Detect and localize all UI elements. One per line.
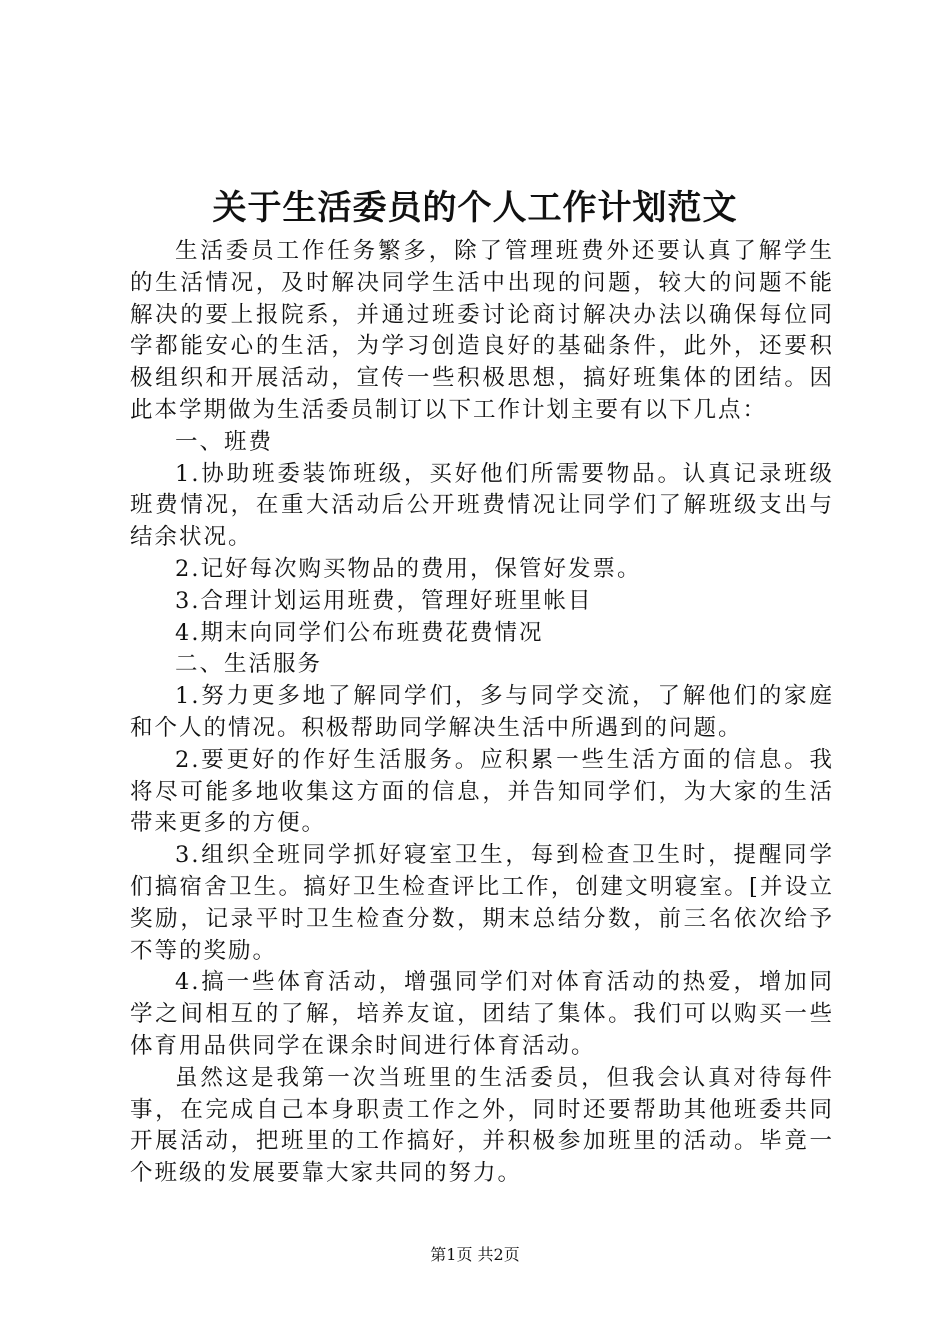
paragraph-fund-item-2: 2.记好每次购买物品的费用，保管好发票。 (175, 555, 642, 582)
section-heading-life-service: 二、生活服务 (175, 651, 323, 678)
page-indicator: 第1页 共2页 (430, 1245, 520, 1264)
paragraph-service-item-4: 4.搞一些体育活动，增强同学们对体育活动的热爱，增加同学之间相互的了解，培养友谊，团结了集体。我们可以购买一些体育用品供同学在课余时间进行体育活动。 (130, 969, 834, 1059)
paragraph-conclusion: 虽然这是我第一次当班里的生活委员，但我会认真对待每件事，在完成自己本身职责工作之外，同时还要帮助其他班委共同开展活动，把班里的工作搞好，并积极参加班里的活动。毕竟一个班级的发展要靠大家共同的努力。 (130, 1064, 834, 1187)
paragraph-service-item-1: 1.努力更多地了解同学们，多与同学交流，了解他们的家庭和个人的情况。积极帮助同学解决生活中所遇到的问题。 (130, 683, 834, 741)
paragraph-fund-item-4: 4.期末向同学们公布班费花费情况 (175, 619, 544, 646)
section-heading-class-fund: 一、班费 (175, 428, 274, 455)
paragraph-service-item-3: 3.组织全班同学抓好寝室卫生，每到检查卫生时，提醒同学们搞宿舍卫生。搞好卫生检查评比工作，创建文明寝室。[并设立奖励，记录平时卫生检查分数，期末总结分数，前三名依次给予不等的奖励。 (130, 842, 834, 964)
paragraph-fund-item-1: 1.协助班委装饰班级，买好他们所需要物品。认真记录班级班费情况，在重大活动后公开班费情况让同学们了解班级支出与结余状况。 (130, 460, 834, 551)
paragraph-intro: 生活委员工作任务繁多，除了管理班费外还要认真了解学生的生活情况，及时解决同学生活中出现的问题，较大的问题不能解决的要上报院系，并通过班委讨论商讨解决办法以确保每位同学都能安心的生活，为学习创造良好的基础条件，此外，还要积极组织和开展活动，宣传一些积极思想，搞好班集体的团结。因此本学期做为生活委员制订以下工作计划主要有以下几点： (130, 238, 834, 423)
paragraph-fund-item-3: 3.合理计划运用班费，管理好班里帐目 (175, 587, 593, 614)
document-title: 关于生活委员的个人工作计划范文 (212, 188, 738, 228)
paragraph-service-item-2: 2.要更好的作好生活服务。应积累一些生活方面的信息。我将尽可能多地收集这方面的信息，并告知同学们，为大家的生活带来更多的方便。 (130, 746, 834, 837)
document-body (130, 236, 834, 1190)
